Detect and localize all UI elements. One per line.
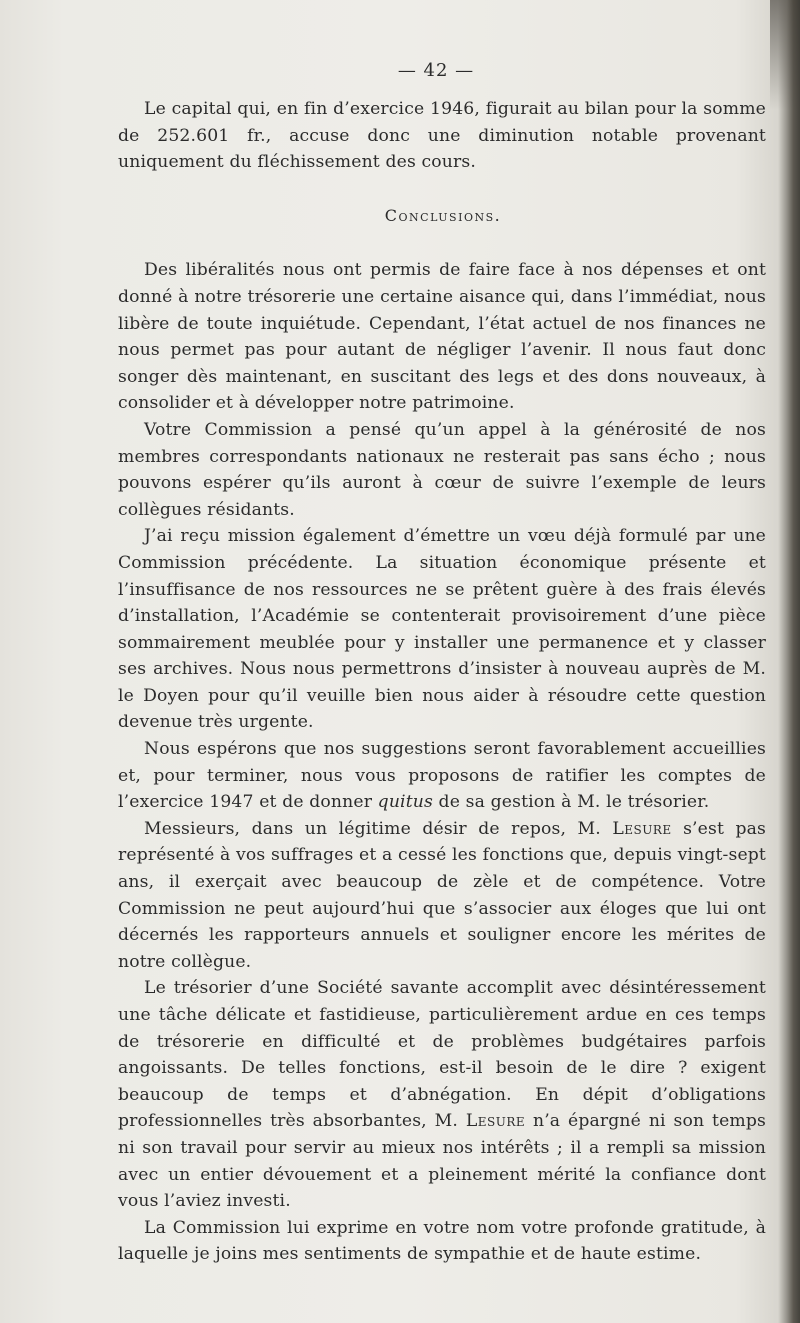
paragraph-4-italic-quitus: quitus bbox=[377, 792, 433, 813]
paragraph-5-name: Lesure bbox=[612, 818, 672, 839]
paragraph-4-text-a: Nous espérons que nos suggestions seront favorablement accueillies et, pour terminer, nous vous proposons de ratifier les comptes de l’exercice 1947 et de donner bbox=[118, 739, 766, 813]
page-number: — 42 — bbox=[397, 60, 475, 81]
paragraph-6 bbox=[118, 975, 766, 1214]
paragraph-6-name: Lesure bbox=[465, 1111, 526, 1132]
paragraph-3: J’ai reçu mission également d’émettre un vœu déjà formulé par une Commission précédente. La situation économique présente et l’insuffisance de nos ressources ne se prêtent guère à des frais élevés d’installation, l’Académie se contenterait provisoirement d’une pièce sommairement meublée pour y installer une permanence et y classer ses archives. Nous nous permettrons d’insister à nouveau auprès de M. le Doyen pour qu’il veuille bien nous aider à résoudre cette question devenue très urgente. bbox=[118, 526, 766, 733]
paragraph-6-text-b: n’a épargné ni son temps ni son travail pour servir au mieux nos intérêts ; il a rempli sa mission avec un entier dévouement et a pleinement mérité la confiance dont vous l’aviez investi. bbox=[118, 1111, 766, 1212]
paragraph-5 bbox=[118, 816, 766, 976]
binding-edge-shadow bbox=[778, 0, 800, 1323]
paragraph-5-text-b: s’est pas représenté à vos suffrages et a cessé les fonctions que, depuis vingt-sept ans, il exerçait avec beaucoup de zèle et de compétence. Votre Commission ne peut aujourd’hui que s’associer aux éloges que lui ont décernés les rapporteurs annuels et souligner encore les mérites de notre collègue. bbox=[118, 818, 766, 972]
paragraph-1: Des libéralités nous ont permis de faire face à nos dépenses et ont donné à notre trésorerie une certaine aisance qui, dans l’immédiat, nous libère de toute inquiétude. Cependant, l’état actuel de nos finances ne nous permet pas pour autant de négliger l’avenir. Il nous faut donc songer dès maintenant, en suscitant des legs et des dons nouveaux, à consolider et à développer notre patrimoine. bbox=[118, 260, 766, 414]
section-heading: Conclusions. bbox=[384, 205, 502, 225]
paragraph-5-text-a: Messieurs, dans un légitime désir de repos, M. bbox=[144, 818, 613, 839]
intro-paragraph: Le capital qui, en fin d’exercice 1946, figurait au bilan pour la somme de 252.601 fr., accuse donc une diminution notable provenant uniquement du fléchissement des cours. bbox=[118, 99, 766, 173]
document-body bbox=[118, 96, 766, 1268]
paragraph-2: Votre Commission a pensé qu’un appel à la générosité de nos membres correspondants nationaux ne resterait pas sans écho ; nous pouvons espérer qu’ils auront à cœur de suivre l’exemple de leurs collègues résidants. bbox=[118, 419, 766, 520]
paragraph-6-text-a: Le trésorier d’une Société savante accomplit avec désintéressement une tâche délicate et fastidieuse, particulièrement ardue en ces temps de trésorerie en difficulté et de problèmes budgétaires parfois angoissants. De telles fonctions, est-il besoin de le dire ? exigent beaucoup de temps et d’abnégation. En dépit d’obligations professionnelles très absorbantes, M. bbox=[118, 978, 766, 1132]
paragraph-7: La Commission lui exprime en votre nom votre profonde gratitude, à laquelle je joins mes sentiments de sympathie et de haute estime. bbox=[118, 1217, 766, 1265]
paragraph-4-text-b: de sa gestion à M. le trésorier. bbox=[432, 792, 710, 813]
paragraph-4 bbox=[118, 736, 766, 816]
